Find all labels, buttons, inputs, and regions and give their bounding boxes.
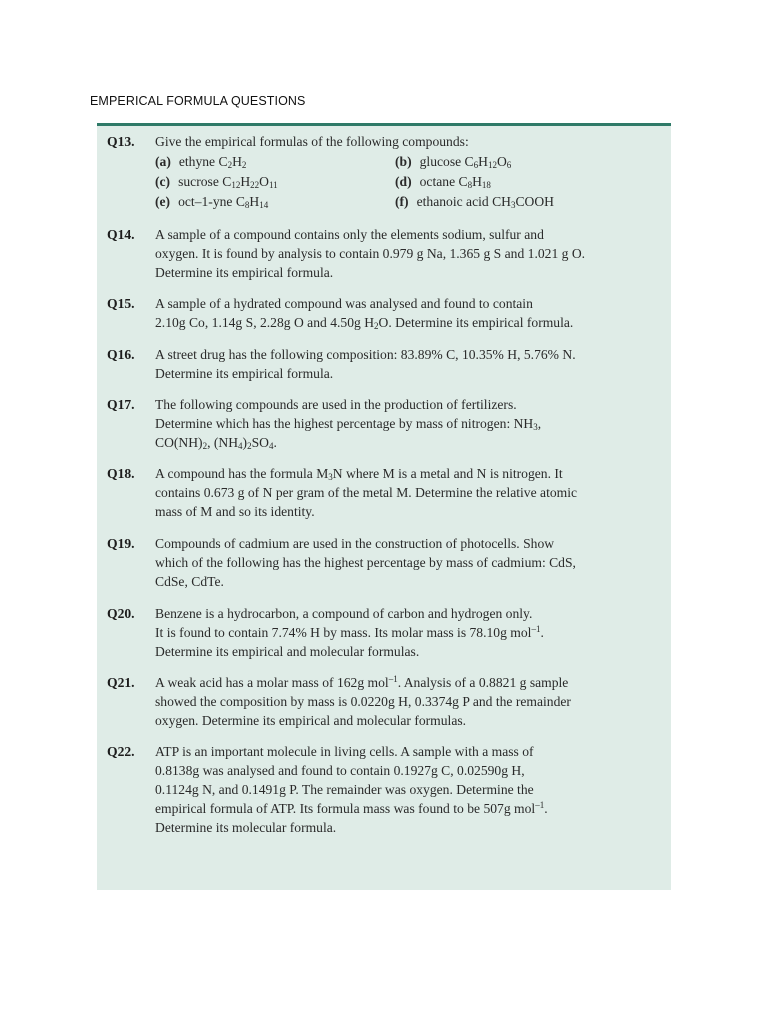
sub-question-label: (b) <box>395 154 412 169</box>
question-number: Q14. <box>107 227 135 242</box>
question-line: oxygen. It is found by analysis to contain 0.979 g Na, 1.365 g S and 1.021 g O. <box>155 246 586 261</box>
question-line: ATP is an important molecule in living cells. A sample with a mass of <box>155 744 534 759</box>
sub-question-label: (c) <box>155 174 171 189</box>
sub-question-text: oct–1-yne $C_8H_{14}$ <box>178 194 269 210</box>
question-line: A sample of a compound contains only the elements sodium, sulfur and <box>155 227 544 242</box>
question-line: A compound has the formula $M_3N$ where M is a metal and N is nitrogen. It <box>155 466 563 482</box>
question-number: Q16. <box>107 347 135 362</box>
question-q13 <box>107 132 661 211</box>
question-text <box>155 345 661 383</box>
document-title: EMPERICAL FORMULA QUESTIONS <box>90 94 306 108</box>
sub-question-label: (a) <box>155 154 171 169</box>
sub-question-grid <box>155 152 661 211</box>
question-number: Q22. <box>107 744 135 759</box>
question-text <box>155 673 661 730</box>
question-line: A street drug has the following composition: 83.89% C, 10.35% H, 5.76% N. <box>155 347 576 362</box>
question-q18 <box>107 464 661 521</box>
sub-question <box>395 192 661 211</box>
sub-question-text: glucose $C_6H_{12}O_6$ <box>419 154 512 170</box>
question-text <box>155 604 661 661</box>
question-line: Determine its empirical formula. <box>155 265 334 280</box>
question-line: Give the empirical formulas of the following compounds: <box>155 134 469 149</box>
sub-question-text: ethanoic acid $CH_3COOH$ <box>416 194 554 210</box>
question-line: 0.1124g N, and 0.1491g P. The remainder was oxygen. Determine the <box>155 782 534 797</box>
question-line: contains 0.673 g of N per gram of the metal M. Determine the relative atomic <box>155 485 578 500</box>
question-line: which of the following has the highest percentage by mass of cadmium: CdS, <box>155 555 576 570</box>
question-line: Determine its molecular formula. <box>155 820 337 835</box>
question-line: oxygen. Determine its empirical and molecular formulas. <box>155 713 467 728</box>
question-q19 <box>107 534 661 591</box>
question-number: Q20. <box>107 606 135 621</box>
question-number: Q21. <box>107 675 135 690</box>
question-line: A sample of a hydrated compound was analysed and found to contain <box>155 296 533 311</box>
question-text <box>155 294 661 332</box>
sub-question <box>395 152 661 171</box>
question-line: CdSe, CdTe. <box>155 574 224 589</box>
question-q17 <box>107 395 661 452</box>
question-line: Determine its empirical formula. <box>155 366 334 381</box>
question-text <box>155 742 661 837</box>
sub-question <box>155 172 395 191</box>
sub-question <box>395 172 661 191</box>
question-line: Determine its empirical and molecular formulas. <box>155 644 420 659</box>
question-text <box>155 395 661 452</box>
sub-question <box>155 192 395 211</box>
questions-panel <box>97 123 671 890</box>
question-text <box>155 225 661 282</box>
question-line: A weak acid has a molar mass of 162g mol$^{-1}$. Analysis of a 0.8821 g sample <box>155 674 569 690</box>
sub-question-label: (f) <box>395 194 409 209</box>
question-line: mass of M and so its identity. <box>155 504 315 519</box>
question-number: Q17. <box>107 397 135 412</box>
sub-question-text: ethyne $C_2H_2$ <box>178 154 247 170</box>
question-q16 <box>107 345 661 383</box>
question-line: $CO(NH)_2$, $(NH_4)_2SO_4$. <box>155 435 277 451</box>
sub-question-label: (e) <box>155 194 171 209</box>
sub-question-label: (d) <box>395 174 412 189</box>
question-line: 2.10g Co, 1.14g S, 2.28g O and 4.50g $H_2O$. Determine its empirical formula. <box>155 315 574 331</box>
question-q14 <box>107 225 661 282</box>
question-list <box>107 132 661 837</box>
question-text <box>155 464 661 521</box>
question-number: Q15. <box>107 296 135 311</box>
sub-question-text: sucrose $C_{12}H_{22}O_{11}$ <box>178 174 278 190</box>
question-text <box>155 132 661 211</box>
question-line: Determine which has the highest percentage by mass of nitrogen: $NH_3$, <box>155 416 542 432</box>
question-q22 <box>107 742 661 837</box>
question-text <box>155 534 661 591</box>
question-q20 <box>107 604 661 661</box>
question-line: showed the composition by mass is 0.0220g H, 0.3374g P and the remainder <box>155 694 571 709</box>
question-q21 <box>107 673 661 730</box>
sub-question <box>155 152 395 171</box>
question-line: Compounds of cadmium are used in the construction of photocells. Show <box>155 536 555 551</box>
question-line: Benzene is a hydrocarbon, a compound of carbon and hydrogen only. <box>155 606 533 621</box>
question-line: It is found to contain 7.74% H by mass. Its molar mass is 78.10g mol$^{-1}$. <box>155 624 544 640</box>
question-number: Q19. <box>107 536 135 551</box>
question-line: The following compounds are used in the production of fertilizers. <box>155 397 517 412</box>
question-number: Q13. <box>107 134 135 149</box>
question-line: 0.8138g was analysed and found to contain 0.1927g C, 0.02590g H, <box>155 763 525 778</box>
question-line: empirical formula of ATP. Its formula mass was found to be 507g mol$^{-1}$. <box>155 800 548 816</box>
question-q15 <box>107 294 661 332</box>
sub-question-text: octane $C_8H_{18}$ <box>419 174 491 190</box>
question-number: Q18. <box>107 466 135 481</box>
